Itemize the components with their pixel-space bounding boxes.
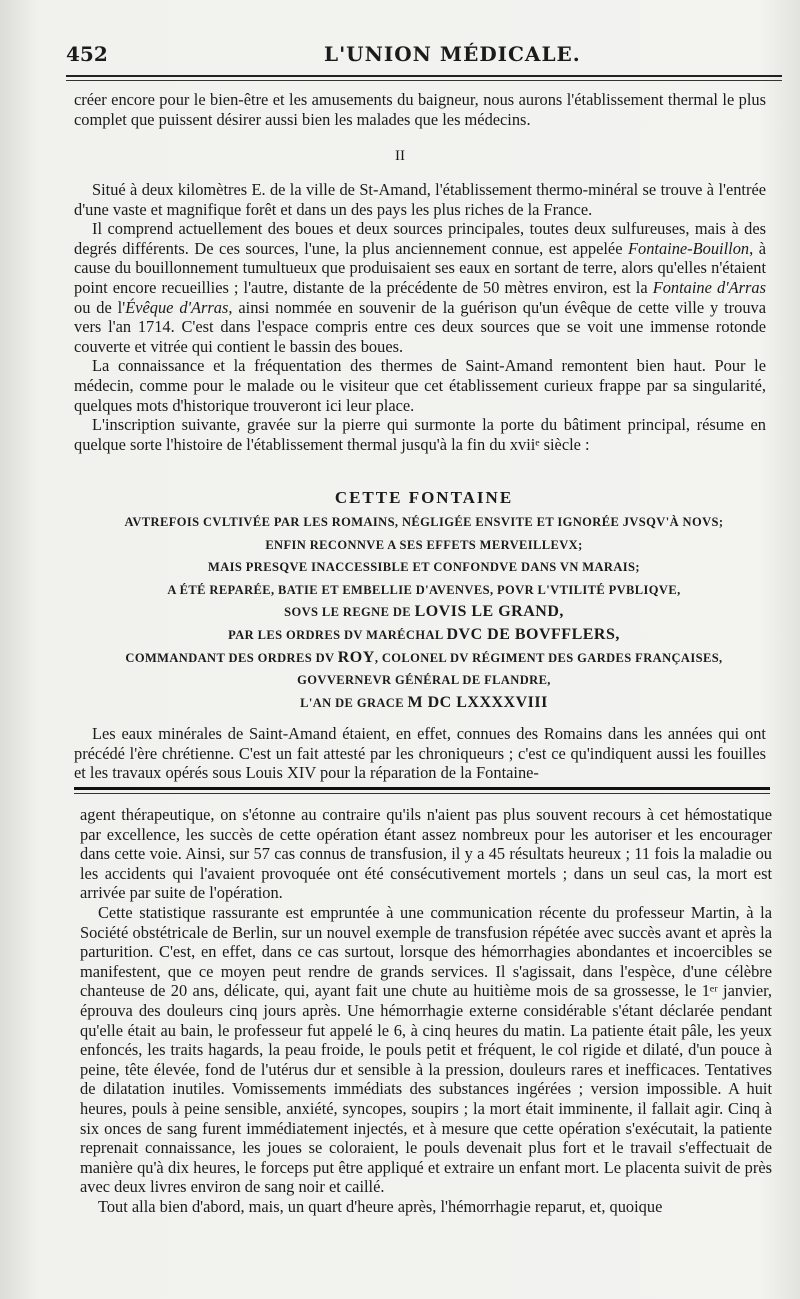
inscription-line: AVTREFOIS CVLTIVÉE PAR LES ROMAINS, NÉGLIGÉE ENSVITE ET IGNORÉE JVSQV'À NOVS; bbox=[124, 515, 724, 529]
eveque-arras-name: Évêque d'Arras bbox=[125, 297, 229, 317]
inscription-line bbox=[74, 601, 774, 624]
page-number: 452 bbox=[66, 42, 108, 66]
inscription-line bbox=[74, 624, 774, 647]
paragraph-continuation: Tout alla bien d'abord, mais, un quart d'heure après, l'hémorrhagie reparut, et, quoique bbox=[98, 1196, 663, 1216]
paragraph-transfusion: agent thérapeutique, on s'étonne au contraire qu'ils n'aient pas plus souvent recours à cet hémostatique par excellence, les succès de cette opération étant assez nombreux pour les autoriser et les encourager dans cette voie. Ainsi, sur 57 cas connus de transfusion, il y a 45 résultats heureux ; 11 fois la maladie ou les accidents qui l'avaient provoquée ont été consécutivement mortels ; dans un seul cas, la mort est arrivée par suite de l'opération. bbox=[80, 805, 772, 903]
inscription-title: CETTE FONTAINE bbox=[334, 488, 514, 507]
sources-text-3: ou de l' bbox=[74, 297, 126, 317]
inscription-line: MAIS PRESQVE INACCESSIBLE ET CONFONDVE DANS VN MARAIS; bbox=[208, 560, 640, 575]
inscription-roy: ROY bbox=[337, 648, 375, 666]
fontaine-arras-name: Fontaine d'Arras bbox=[652, 277, 766, 297]
inscription-year: M DC LXXXXVIII bbox=[407, 693, 548, 711]
paragraph-location: Situé à deux kilomètres E. de la ville de St-Amand, l'établissement thermo-minéral se trouve à l'entrée d'une vaste et magnifique forêt et dans un des pays les plus riches de la France. bbox=[74, 180, 766, 219]
sources-text-2: , à cause du bouillonnement tumultueux que produisaient ses eaux en sortant de terre, alors qu'elles n'étaient point encore recueillies ; l'autre, distante de la précédente de 50 mètres environ, est la bbox=[74, 238, 766, 297]
inscription-duke: DVC DE BOVFFLERS, bbox=[446, 625, 620, 643]
after-inscription-block bbox=[74, 724, 766, 783]
inscription-king: LOVIS LE GRAND, bbox=[414, 603, 564, 621]
fontaine-bouillon-name: Fontaine-Bouillon bbox=[628, 238, 750, 258]
header-rule-thin bbox=[66, 80, 782, 81]
running-title: L'UNION MÉDICALE. bbox=[324, 42, 581, 66]
section-body bbox=[74, 180, 766, 454]
paragraph-inscription-intro: L'inscription suivante, gravée sur la pierre qui surmonte la porte du bâtiment principal, résume en quelque sorte l'histoire de l'établissement thermal jusqu'à la fin du xviiᵉ siècle : bbox=[74, 415, 766, 454]
inscription-text: , COLONEL DV RÉGIMENT DES GARDES FRANÇAISES, bbox=[374, 650, 723, 665]
paragraph-romans: Les eaux minérales de Saint-Amand étaient, en effet, connues des Romains dans les années qui ont précédé l'ère chrétienne. C'est un fait attesté par les chroniqueurs ; c'est ce qu'indiquent aussi les fouilles et les travaux opérés sous Louis XIV pour la réparation de la Fontaine- bbox=[74, 724, 766, 783]
inscription-text: COMMANDANT DES ORDRES DV bbox=[125, 650, 338, 665]
inscription-line: ENFIN RECONNVE A SES EFFETS MERVEILLEVX; bbox=[265, 537, 583, 552]
page-header bbox=[66, 42, 782, 74]
stone-inscription bbox=[74, 485, 774, 714]
intro-paragraph: créer encore pour le bien-être et les amusements du baigneur, nous aurons l'établissement thermal le plus complet que puissent désirer aussi bien les malades que les médecins. bbox=[74, 90, 766, 129]
inscription-line: GOVVERNEVR GÉNÉRAL DE FLANDRE, bbox=[297, 673, 551, 688]
column-separator-rule-thin bbox=[74, 793, 770, 794]
inscription-line bbox=[74, 692, 774, 715]
inscription-line bbox=[74, 647, 774, 670]
inscription-text: L'AN DE GRACE bbox=[300, 695, 408, 710]
intro-block bbox=[74, 90, 766, 129]
inscription-text: SOVS LE REGNE DE bbox=[284, 605, 415, 620]
paragraph-history: La connaissance et la fréquentation des thermes de Saint-Amand remontent bien haut. Pour le médecin, comme pour le malade ou le visiteur que cet établissement curieux frappe par sa singularité, quelques mots d'historique trouveront ici leur place. bbox=[74, 356, 766, 415]
paragraph-sources bbox=[74, 219, 766, 356]
section-number: II bbox=[395, 148, 405, 164]
inscription-text: PAR LES ORDRES DV MARÉCHAL bbox=[228, 627, 447, 642]
paragraph-case: Cette statistique rassurante est empruntée à une communication récente du professeur Martin, à la Société obstétricale de Berlin, sur un nouvel exemple de transfusion répétée avec succès avant et après la parturition. C'est, en effet, dans ce cas surtout, lorsque des hémorrhagies abondantes et incoercibles se manifestent, que ce moyen peut rendre de grands services. Il s'agissait, dans l'espèce, d'une célèbre chanteuse de 20 ans, délicate, qui, ayant fait une chute au huitième mois de sa grossesse, le 1ᵉʳ janvier, éprouva des douleurs cinq jours après. Une hémorrhagie externe considérable s'étant déclarée pendant qu'elle était au bain, le professeur fut appelé le 6, à cinq heures du matin. La patiente était pâle, les yeux enfoncés, les traits hagards, la peau froide, le pouls petit et fréquent, le col rigide et dilaté, d'un pouce à peine, tête élevée, fond de l'utérus dur et sensible à la pression, douleurs rares et inefficaces. Tentatives de dilatation inutiles. Vomissements immédiats des substances ingérées ; version impossible. A huit heures, pouls à peine sensible, anxiété, syncopes, soupirs ; la mort était imminente, il fallait agir. Cinq à six onces de sang furent immédiatement injectés, et à mesure que cette opération s'exécutait, la patiente reprenait connaissance, les joues se coloraient, le pouls devenait plus fort et le travail s'effectuait de manière qu'à dix heures, le forceps put être appliqué et extraire un enfant mort. Le placenta suivit de près avec deux livres environ de sang noir et caillé. bbox=[80, 902, 772, 1197]
sources-text-4: , ainsi nommée en souvenir de la guérison qu'un évêque de cette ville y trouva vers l'an 1714. C'est dans l'espace compris entre ces deux sources que se voit une immense rotonde couverte et vitrée qui contient le bassin des boues. bbox=[74, 297, 766, 356]
inscription-line: A ÉTÉ REPARÉE, BATIE ET EMBELLIE D'AVENVES, POVR L'VTILITÉ PVBLIQVE, bbox=[167, 582, 681, 597]
column-separator-rule bbox=[74, 787, 770, 790]
header-rule bbox=[66, 75, 782, 77]
sources-text-1: Il comprend actuellement des boues et deux sources principales, toutes deux sulfureuses, mais à des degrés différents. De ces sources, l'une, la plus anciennement connue, est appelée bbox=[74, 219, 766, 258]
feuilleton-block bbox=[80, 805, 772, 1216]
